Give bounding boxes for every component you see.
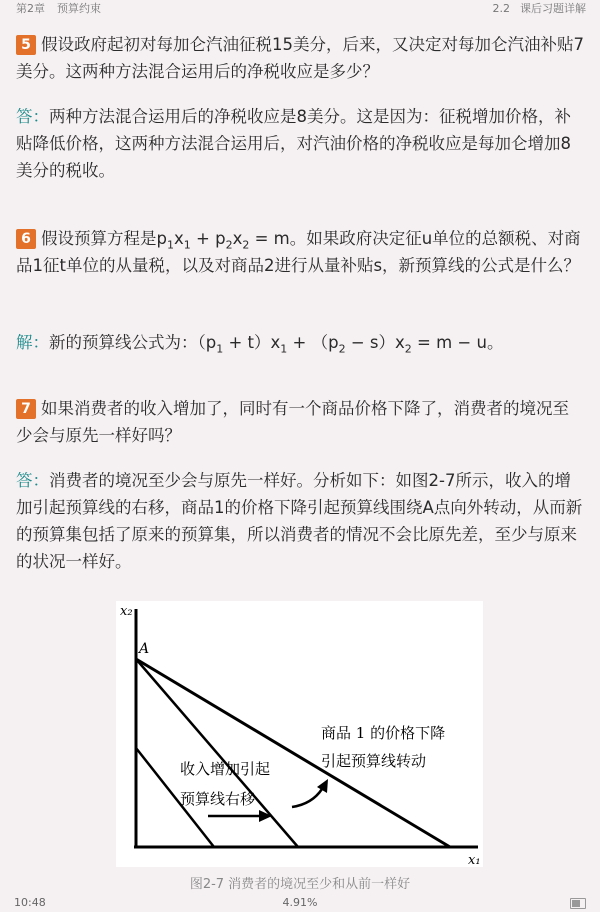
section-title: 课后习题详解: [520, 2, 586, 15]
reading-progress: 4.91%: [282, 896, 318, 909]
top-bar: [0, 0, 600, 18]
question-number-badge: 7: [16, 399, 36, 419]
shift-arrow-head-icon: [259, 810, 272, 822]
section-info: [483, 0, 587, 18]
answer-label: 答：: [16, 471, 49, 490]
rotate-label-1: 商品 1 的价格下降: [321, 724, 446, 742]
question-6: [16, 225, 584, 279]
figure-2-7: [116, 601, 483, 867]
chapter-info: [16, 0, 113, 18]
answer-6: [16, 329, 584, 356]
question-5: [16, 31, 584, 85]
answer-text: 消费者的境况至少会与原先一样好。分析如下：如图2-7所示，收入的增加引起预算线的右移，商品1的价格下降引起预算线围绕A点向外转动，从而新的预算集包括了原来的预算集，所以消费者的情况不会比原先差，至少与原来的状况一样好。: [16, 471, 583, 571]
section-number: 2.2: [492, 2, 510, 15]
clock: 10:48: [14, 896, 46, 909]
answer-text: 两种方法混合运用后的净税收应是8美分。这是因为：征税增加价格，补贴降低价格，这两种方法混合运用后，对汽油价格的净税收应是每加仑增加8美分的税收。: [16, 107, 571, 180]
shift-label-2: 预算线右移: [180, 790, 256, 808]
question-number-badge: 6: [16, 229, 36, 249]
figure-caption: 图2-7 消费者的境况至少和从前一样好: [189, 877, 411, 890]
rotate-arrow-head-icon: [317, 779, 328, 793]
chapter-number: 第2章: [16, 2, 45, 15]
rotate-label-2: 引起预算线转动: [321, 752, 427, 770]
shifted-budget-line: [136, 659, 298, 847]
y-axis-label: x₂: [120, 604, 133, 619]
answer-5: [16, 103, 584, 184]
question-text-prefix: 假设预算方程是: [41, 229, 157, 248]
rotate-arrow: [292, 789, 322, 807]
budget-equation: $p_1x_1 + p_2x_2 = m$。: [156, 229, 307, 252]
answer-formula: $(p_1 + t)x_1 + (p_2 - s)x_2 = m - u$。: [197, 333, 504, 356]
answer-label: 解：: [16, 333, 49, 352]
status-bar: [0, 894, 600, 912]
question-text: 如果消费者的收入增加了，同时有一个商品价格下降了，消费者的境况至少会与原先一样好吗？: [16, 399, 569, 445]
question-text-suffix: 如果政府决定征u单位的总额税、对商品1征t单位的从量税，以及对商品2进行从量补贴s，新预算线的公式是什么？: [16, 229, 581, 275]
budget-line-diagram: [116, 601, 483, 867]
question-text: 假设政府起初对每加仑汽油征税15美分，后来，又决定对每加仑汽油补贴7美分。这两种方法混合运用后的净税收应是多少？: [16, 35, 584, 81]
question-7: [16, 395, 584, 449]
shift-label-1: 收入增加引起: [180, 760, 271, 778]
answer-7: [16, 467, 584, 575]
chapter-title: 预算约束: [57, 2, 101, 15]
x-axis-label: x₁: [468, 853, 481, 867]
battery-icon: [570, 898, 586, 909]
point-a-label: A: [139, 641, 150, 657]
question-number-badge: 5: [16, 35, 36, 55]
answer-text: 新的预算线公式为：: [49, 333, 198, 352]
answer-label: 答：: [16, 107, 49, 126]
